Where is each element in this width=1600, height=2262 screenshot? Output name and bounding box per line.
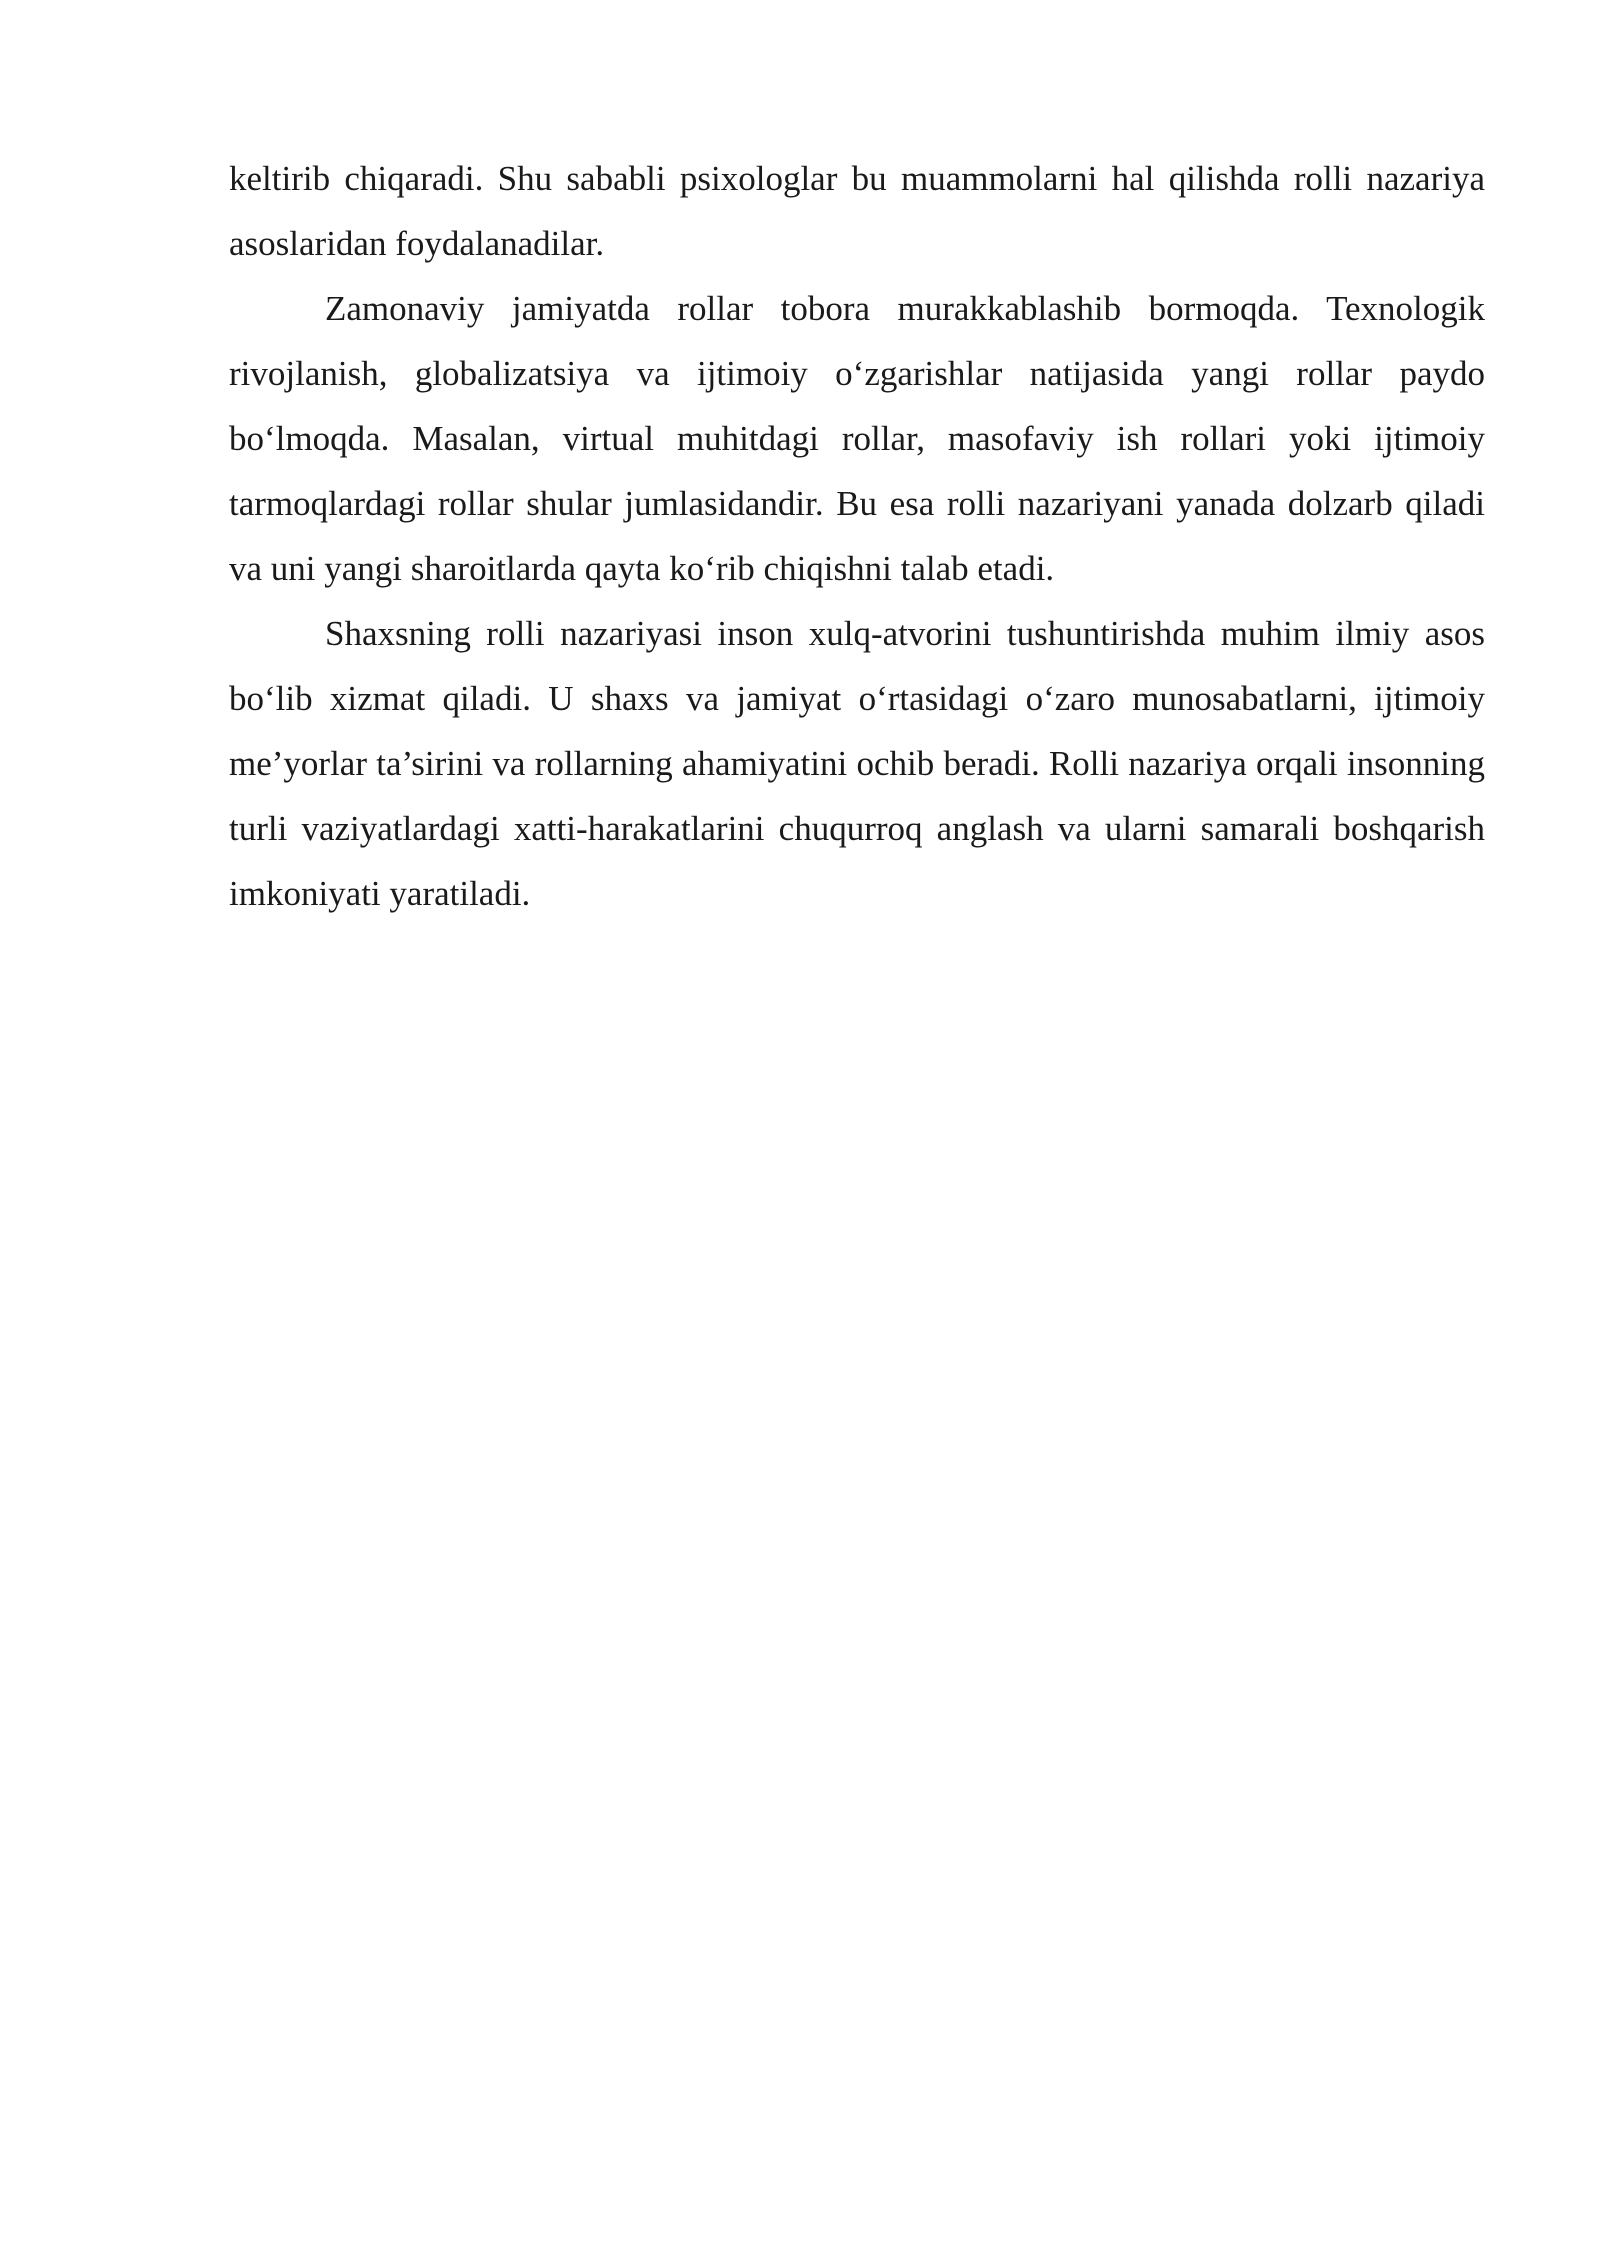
document-body [229, 146, 1485, 926]
paragraph-modern-roles: Zamonaviy jamiyatda rollar tobora murakkablashib bormoqda. Texnologik rivojlanish, globalizatsiya va ijtimoiy o‘zgarishlar natijasida yangi rollar paydo bo‘lmoqda. Masalan, virtual muhitdagi rollar, masofaviy ish rollari yoki ijtimoiy tarmoqlardagi rollar shular jumlasidandir. Bu esa rolli nazariyani yanada dolzarb qiladi va uni yangi sharoitlarda qayta ko‘rib chiqishni talab etadi. [229, 289, 1485, 588]
paragraph-continuation: keltirib chiqaradi. Shu sababli psixologlar bu muammolarni hal qilishda rolli nazariya asoslaridan foydalanadilar. [229, 159, 1485, 263]
paragraph-conclusion: Shaxsning rolli nazariyasi inson xulq-atvorini tushuntirishda muhim ilmiy asos bo‘lib xizmat qiladi. U shaxs va jamiyat o‘rtasidagi o‘zaro munosabatlarni, ijtimoiy me’yorlar ta’sirini va rollarning ahamiyatini ochib beradi. Rolli nazariya orqali insonning turli vaziyatlardagi xatti-harakatlarini chuqurroq anglash va ularni samarali boshqarish imkoniyati yaratiladi. [229, 614, 1485, 913]
